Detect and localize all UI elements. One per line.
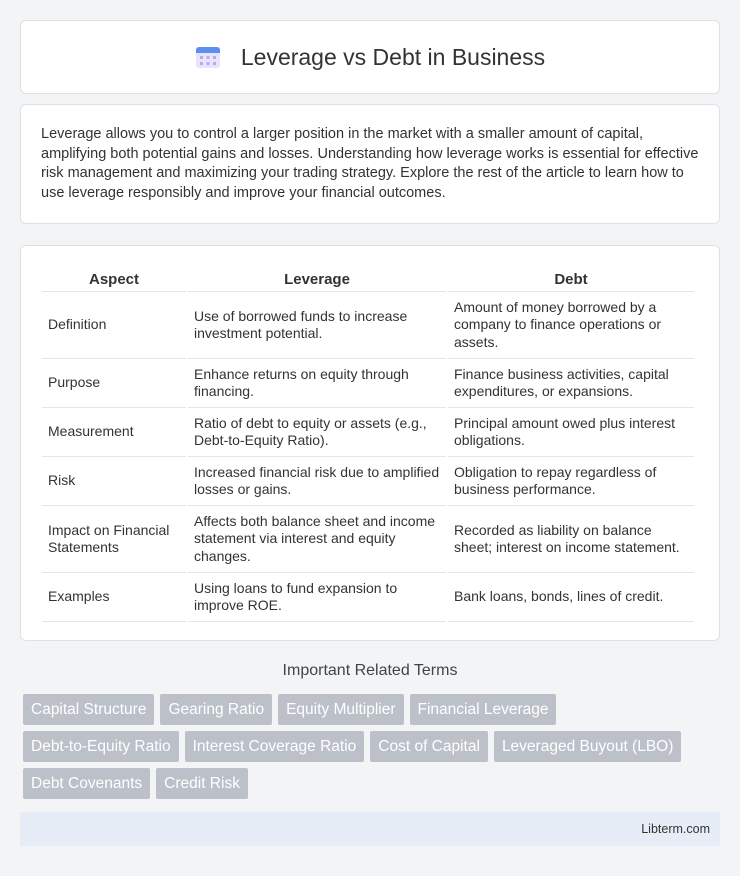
page-title: Leverage vs Debt in Business [240, 43, 546, 70]
intro-text: Leverage allows you to control a larger position in the market with a smaller amount of capital, amplifying both potential gains and losses. Understanding how leverage works is essential for effective risk management and maximizing your trading strategy. Explore the rest of the article to learn how to use leverage responsibly and improve your financial outcomes. [41, 126, 699, 201]
table-row [42, 506, 694, 573]
intro-card [20, 104, 720, 224]
comparison-table [40, 266, 696, 622]
table-row [42, 359, 694, 408]
table-cell-aspect: Purpose [42, 359, 186, 408]
related-terms-list [23, 694, 723, 805]
term-tag-interest-coverage-ratio[interactable]: Interest Coverage Ratio [185, 731, 365, 762]
term-tag-financial-leverage[interactable]: Financial Leverage [410, 694, 557, 725]
table-cell-aspect: Examples [42, 573, 186, 622]
term-tag-leveraged-buyout[interactable]: Leveraged Buyout (LBO) [494, 731, 681, 762]
table-cell-aspect: Definition [42, 292, 186, 359]
column-header-leverage: Leverage [188, 266, 446, 292]
term-tag-capital-structure[interactable]: Capital Structure [23, 694, 154, 725]
table-cell-debt: Obligation to repay regardless of business performance. [448, 457, 694, 506]
table-cell-debt: Bank loans, bonds, lines of credit. [448, 573, 694, 622]
header-card [20, 20, 720, 94]
table-cell-aspect: Measurement [42, 408, 186, 457]
table-cell-debt: Recorded as liability on balance sheet; interest on income statement. [448, 506, 694, 573]
term-tag-credit-risk[interactable]: Credit Risk [156, 768, 248, 799]
table-cell-debt: Principal amount owed plus interest obligations. [448, 408, 694, 457]
table-cell-leverage: Affects both balance sheet and income statement via interest and equity changes. [188, 506, 446, 573]
table-header-row [42, 266, 694, 292]
footer-site-link[interactable]: Libterm.com [641, 822, 710, 836]
table-row [42, 573, 694, 622]
table-row [42, 457, 694, 506]
comparison-table-card [20, 245, 720, 641]
table-cell-leverage: Enhance returns on equity through financing. [188, 359, 446, 408]
column-header-debt: Debt [448, 266, 694, 292]
table-cell-debt: Amount of money borrowed by a company to finance operations or assets. [448, 292, 694, 359]
term-tag-debt-covenants[interactable]: Debt Covenants [23, 768, 150, 799]
column-header-aspect: Aspect [42, 266, 186, 292]
footer [20, 812, 720, 846]
term-tag-cost-of-capital[interactable]: Cost of Capital [370, 731, 488, 762]
term-tag-debt-to-equity-ratio[interactable]: Debt-to-Equity Ratio [23, 731, 179, 762]
table-cell-leverage: Increased financial risk due to amplified losses or gains. [188, 457, 446, 506]
table-cell-leverage: Ratio of debt to equity or assets (e.g., Debt-to-Equity Ratio). [188, 408, 446, 457]
table-cell-debt: Finance business activities, capital expenditures, or expansions. [448, 359, 694, 408]
term-tag-equity-multiplier[interactable]: Equity Multiplier [278, 694, 403, 725]
calendar-icon [195, 44, 221, 70]
table-cell-leverage: Use of borrowed funds to increase investment potential. [188, 292, 446, 359]
term-tag-gearing-ratio[interactable]: Gearing Ratio [160, 694, 272, 725]
table-row [42, 408, 694, 457]
related-terms-title: Important Related Terms [282, 662, 458, 679]
table-cell-leverage: Using loans to fund expansion to improve ROE. [188, 573, 446, 622]
table-row [42, 292, 694, 359]
table-cell-aspect: Impact on Financial Statements [42, 506, 186, 573]
table-cell-aspect: Risk [42, 457, 186, 506]
